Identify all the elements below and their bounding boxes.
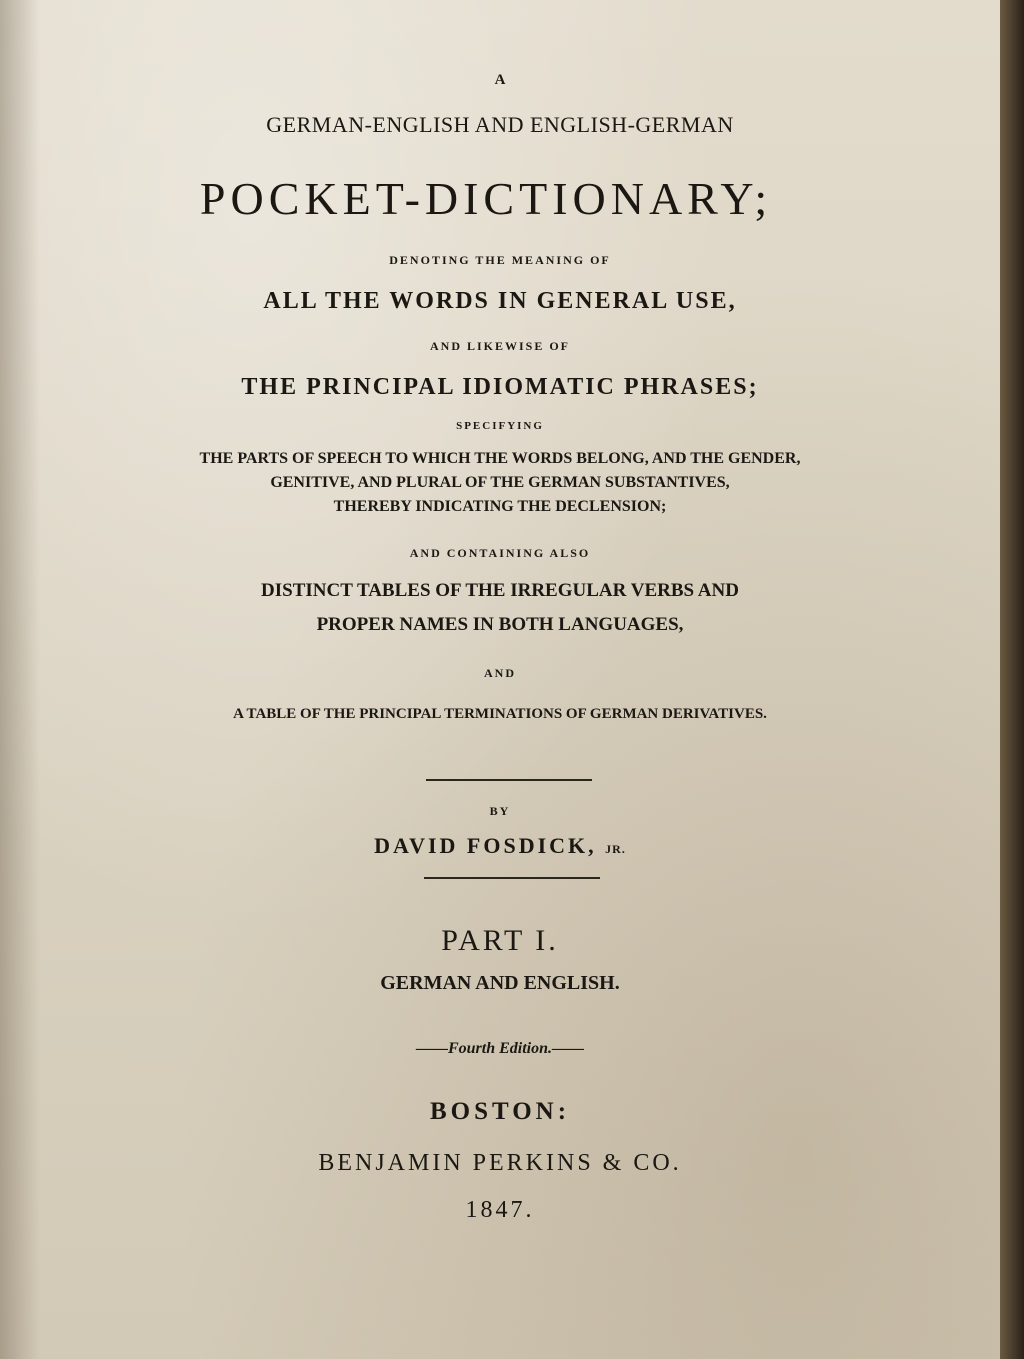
containing-line: AND CONTAINING ALSO [409,546,591,560]
publisher-line: BENJAMIN PERKINS & CO. [318,1150,682,1176]
tables-line-1: DISTINCT TABLES OF THE IRREGULAR VERBS AND [261,580,739,601]
author-suffix: JR. [605,842,626,856]
edition-line: ——Fourth Edition.—— [415,1040,585,1057]
parts-line-3: THEREBY INDICATING THE DECLENSION; [333,498,667,515]
all-words-line: ALL THE WORDS IN GENERAL USE, [263,288,737,314]
parts-line-1: THE PARTS OF SPEECH TO WHICH THE WORDS BELONG, AND THE GENDER, [199,450,801,467]
part-subtitle: GERMAN AND ENGLISH. [380,972,620,994]
author-name: DAVID FOSDICK, [374,833,597,858]
terminations-line: A TABLE OF THE PRINCIPAL TERMINATIONS OF GERMAN DERIVATIVES. [233,706,767,722]
by-line: BY [489,804,511,818]
tables-line-2: PROPER NAMES IN BOTH LANGUAGES, [316,614,684,635]
title-subtitle-top: GERMAN-ENGLISH AND ENGLISH-GERMAN [266,112,734,137]
rule-below-author [424,877,600,879]
parts-line-2: GENITIVE, AND PLURAL OF THE GERMAN SUBSTANTIVES, [270,474,730,491]
title-article: A [494,72,506,88]
specifying-line: SPECIFYING [456,420,544,432]
part-heading: PART I. [441,924,559,957]
author-line [0,833,1000,859]
year-line: 1847. [465,1197,535,1223]
show-through-text [179,520,185,541]
likewise-line: AND LIKEWISE OF [429,339,571,353]
idiomatic-line: THE PRINCIPAL IDIOMATIC PHRASES; [241,374,759,400]
and-line: AND [484,666,516,680]
city-line: BOSTON: [429,1098,571,1125]
main-title: POCKET-DICTIONARY; [199,173,773,224]
rule-above-author [426,779,592,781]
book-edge [1000,0,1024,1359]
denoting-line: DENOTING THE MEANING OF [389,253,611,267]
